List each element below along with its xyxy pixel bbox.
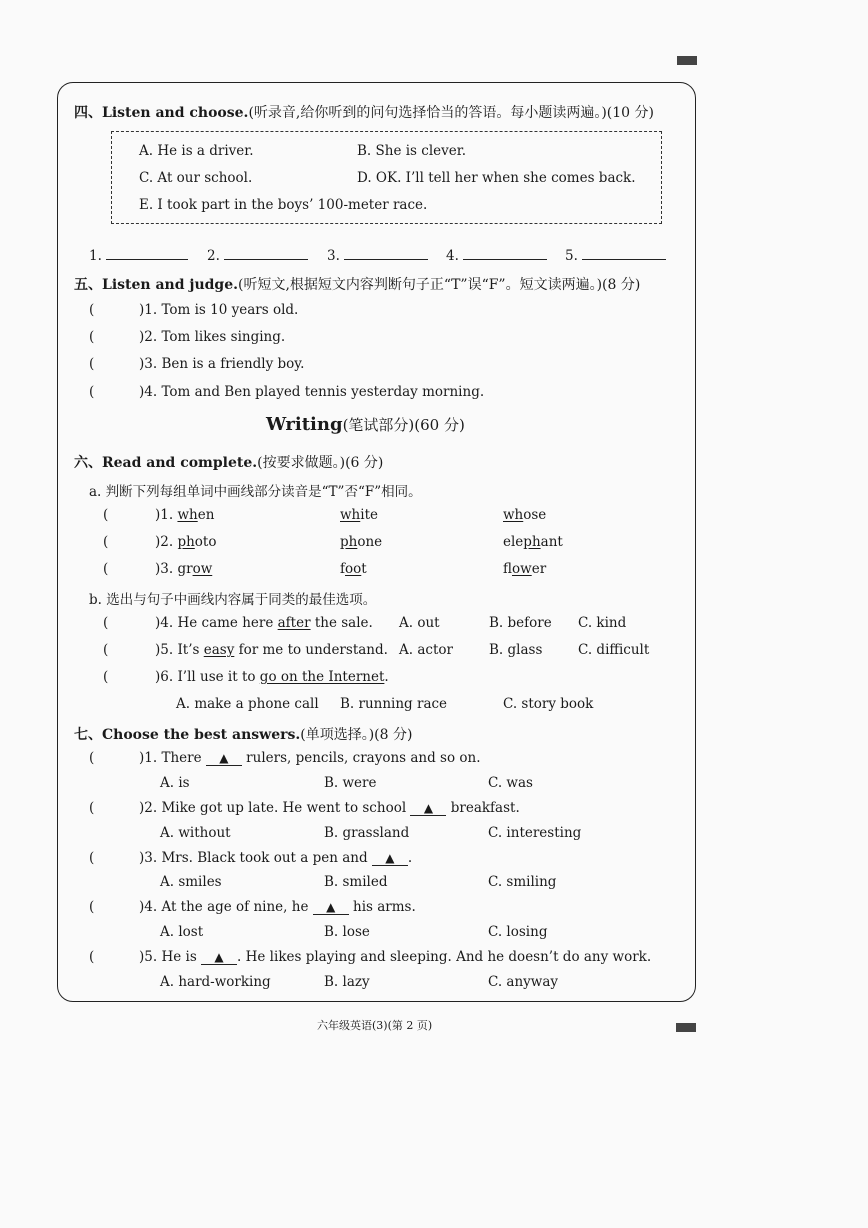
- mc-question-2: ( )2. Mike got up late. He went to school ▲ breakfast.: [89, 800, 520, 816]
- answer-blank-2[interactable]: [207, 246, 308, 264]
- choice-b: B. grassland: [324, 825, 410, 841]
- option-c: C. At our school.: [139, 170, 253, 186]
- judge-item-1: [89, 302, 298, 318]
- choice-c: C. story book: [503, 696, 594, 712]
- choice-b: B. lazy: [324, 974, 370, 990]
- word: when: [177, 507, 215, 523]
- choice-b: B. lose: [324, 924, 370, 940]
- word: phone: [340, 534, 383, 550]
- section5-heading: [74, 274, 640, 294]
- word: photo: [177, 534, 217, 550]
- answer-paren[interactable]: (: [89, 356, 95, 372]
- answer-paren[interactable]: (: [103, 507, 109, 523]
- choice-c: C. kind: [578, 615, 627, 631]
- mc-question-5: ( )5. He is ▲ . He likes playing and sleeping. And he doesn’t do any work.: [89, 949, 652, 965]
- section4-heading: [74, 102, 654, 122]
- phonics-row-2: [103, 534, 216, 550]
- section7-note: (单项选择。)(8 分): [300, 727, 413, 743]
- judge-item-2: [89, 329, 285, 345]
- choice-a: A. without: [160, 825, 231, 841]
- judge-text: )2. Tom likes singing.: [139, 329, 286, 345]
- answer-blank-1[interactable]: [89, 246, 188, 264]
- item-number: )1.: [155, 507, 174, 523]
- choice-c: C. difficult: [578, 642, 650, 658]
- option-a: A. He is a driver.: [139, 143, 254, 159]
- answer-paren[interactable]: (: [103, 615, 109, 631]
- answer-paren[interactable]: (: [89, 949, 95, 965]
- word: foot: [340, 561, 367, 577]
- choice-a: A. out: [399, 615, 440, 631]
- answer-paren[interactable]: (: [103, 669, 109, 685]
- phonics-row-1: [103, 507, 214, 523]
- option-d: D. OK. I’ll tell her when she comes back.: [357, 170, 636, 186]
- answer-paren[interactable]: (: [89, 750, 95, 766]
- phonics-row-3: [103, 561, 212, 577]
- page-footer: 六年级英语(3)(第 2 页): [317, 1019, 433, 1032]
- word: flower: [503, 561, 547, 577]
- option-b: B. She is clever.: [357, 143, 467, 159]
- section5-note: (听短文,根据短文内容判断句子正“T”误“F”。短文读两遍。)(8 分): [238, 277, 641, 293]
- category-item-4: ( )4. He came here after the sale.: [103, 615, 373, 631]
- judge-item-4: [89, 384, 484, 400]
- choice-b: B. running race: [340, 696, 448, 712]
- answer-paren[interactable]: (: [89, 384, 95, 400]
- item-number: )3.: [155, 561, 174, 577]
- mc-question-1: ( )1. There ▲ rulers, pencils, crayons and so on.: [89, 750, 481, 766]
- word: grow: [177, 561, 213, 577]
- choice-c: C. losing: [488, 924, 548, 940]
- blank-marker: ▲: [372, 851, 408, 866]
- section5-title: 五、Listen and judge.: [74, 277, 238, 293]
- answer-number: 2.: [207, 248, 220, 264]
- choice-c: C. smiling: [488, 874, 557, 890]
- blank-marker: ▲: [206, 751, 242, 766]
- judge-text: )4. Tom and Ben played tennis yesterday morning.: [139, 384, 485, 400]
- section4-title: 四、Listen and choose.: [74, 105, 249, 121]
- mc-question-3: ( )3. Mrs. Black took out a pen and ▲ .: [89, 850, 413, 866]
- choice-c: C. anyway: [488, 974, 559, 990]
- choice-b: B. before: [489, 615, 552, 631]
- choice-a: A. smiles: [160, 874, 222, 890]
- answer-number: 5.: [565, 248, 578, 264]
- answer-number: 4.: [446, 248, 459, 264]
- judge-text: )1. Tom is 10 years old.: [139, 302, 299, 318]
- answer-blank-5[interactable]: [565, 246, 666, 264]
- section6-title: 六、Read and complete.: [74, 455, 258, 471]
- blank-marker: ▲: [201, 950, 237, 965]
- answer-paren[interactable]: (: [103, 534, 109, 550]
- choice-a: A. hard-working: [160, 974, 271, 990]
- blank-marker: ▲: [313, 900, 349, 915]
- choice-c: C. interesting: [488, 825, 582, 841]
- category-item-5: ( )5. It’s easy for me to understand.: [103, 642, 388, 658]
- blank-marker: ▲: [410, 801, 446, 816]
- registration-mark-bottom: [676, 1023, 696, 1032]
- answer-paren[interactable]: (: [103, 642, 109, 658]
- answer-paren[interactable]: (: [89, 302, 95, 318]
- answer-paren[interactable]: (: [89, 800, 95, 816]
- choice-b: B. smiled: [324, 874, 388, 890]
- judge-item-3: [89, 356, 304, 372]
- answer-blank-4[interactable]: [446, 246, 547, 264]
- section4-note: (听录音,给你听到的问句选择恰当的答语。每小题读两遍。)(10 分): [248, 105, 654, 121]
- choice-a: A. make a phone call: [176, 696, 319, 712]
- choice-b: B. were: [324, 775, 377, 791]
- answer-paren[interactable]: (: [89, 329, 95, 345]
- word: white: [340, 507, 378, 523]
- answer-number: 1.: [89, 248, 102, 264]
- section6-note: (按要求做题。)(6 分): [257, 455, 384, 471]
- section7-heading: [74, 724, 412, 744]
- writing-title-row: [266, 414, 465, 435]
- answer-blank-3[interactable]: [327, 246, 428, 264]
- answer-paren[interactable]: (: [89, 850, 95, 866]
- choice-a: A. actor: [399, 642, 453, 658]
- writing-note: (笔试部分)(60 分): [342, 416, 465, 434]
- registration-mark-top: [677, 56, 697, 65]
- mc-question-4: ( )4. At the age of nine, he ▲ his arms.: [89, 899, 416, 915]
- answer-number: 3.: [327, 248, 340, 264]
- choice-b: B. glass: [489, 642, 543, 658]
- writing-title: Writing: [266, 414, 343, 435]
- answer-paren[interactable]: (: [89, 899, 95, 915]
- choice-a: A. lost: [160, 924, 204, 940]
- word: elephant: [503, 534, 563, 550]
- answer-paren[interactable]: (: [103, 561, 109, 577]
- section6-heading: [74, 452, 383, 472]
- judge-text: )3. Ben is a friendly boy.: [139, 356, 305, 372]
- section7-title: 七、Choose the best answers.: [74, 727, 301, 743]
- item-number: )2.: [155, 534, 174, 550]
- part-a-instruction: a. 判断下列每组单词中画线部分读音是“T”否“F”相同。: [89, 484, 422, 500]
- choice-a: A. is: [160, 775, 190, 791]
- option-e: E. I took part in the boys’ 100-meter race.: [139, 197, 428, 213]
- part-b-instruction: b. 选出与句子中画线内容属于同类的最佳选项。: [89, 592, 377, 608]
- category-item-6: ( )6. I’ll use it to go on the Internet.: [103, 669, 389, 685]
- word: whose: [503, 507, 547, 523]
- choice-c: C. was: [488, 775, 533, 791]
